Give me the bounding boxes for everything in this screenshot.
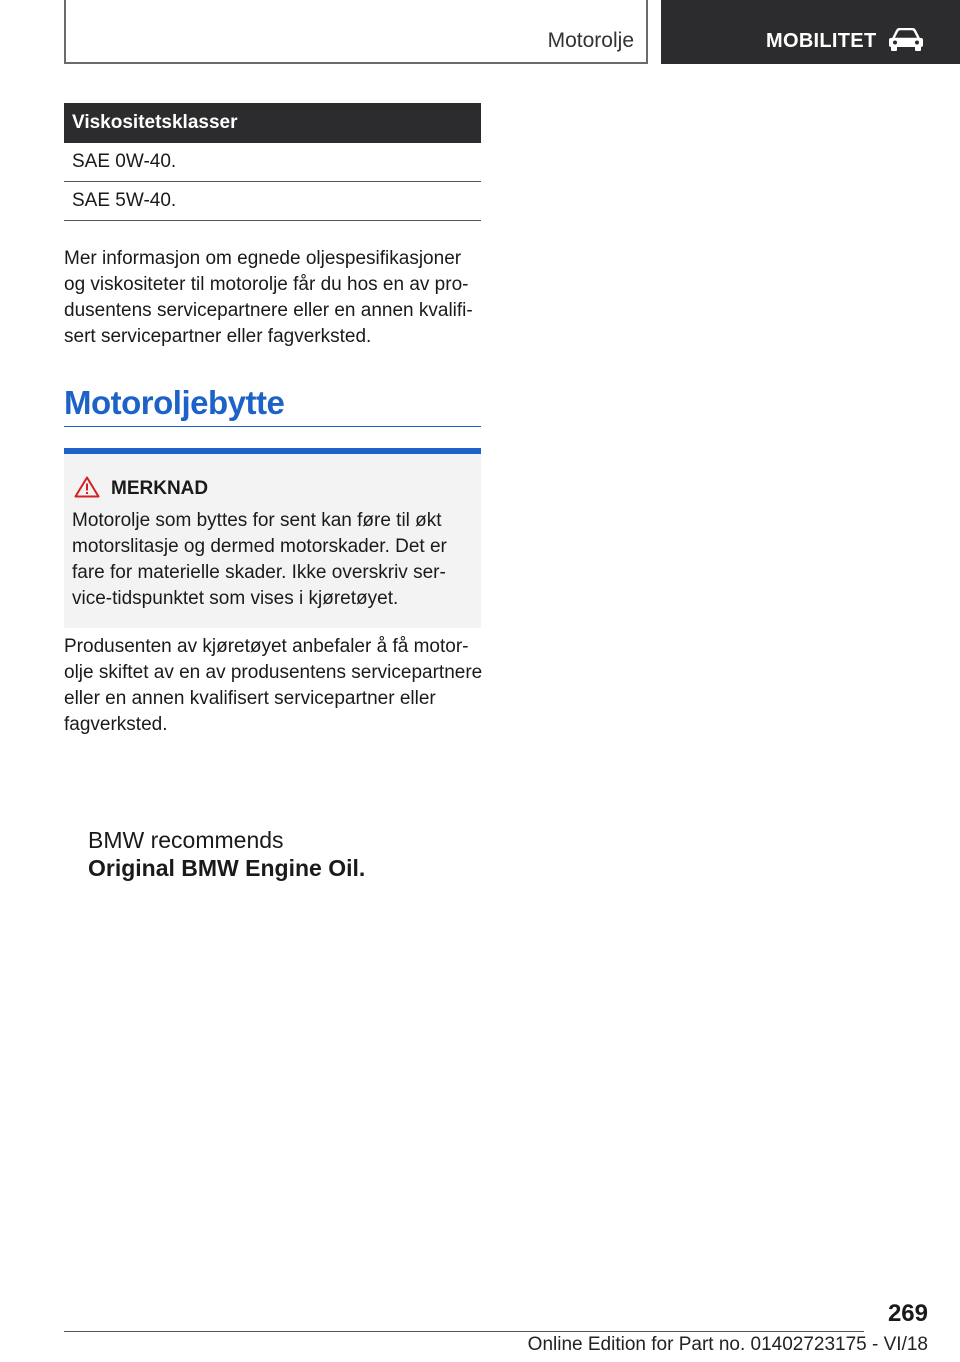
footer-edition: Online Edition for Part no. 01402723175 - VI/18 xyxy=(527,1334,928,1355)
header-section-box xyxy=(64,0,648,64)
table-row: SAE 0W-40. xyxy=(64,143,481,182)
promo-line-2: Original BMW Engine Oil. xyxy=(88,855,366,881)
car-icon xyxy=(887,28,925,52)
header-chapter-box xyxy=(661,0,960,64)
header-chapter-title: MOBILITET xyxy=(766,30,877,52)
viscosity-table xyxy=(64,103,481,221)
info-paragraph: Mer informasjon om egnede oljespesifikasjoner og viskositeter til motorolje får du hos en av produsentens servicepartnere eller en annen kvalifisert servicepartner eller fagverksted. xyxy=(64,248,473,347)
promo-line-1: BMW recommends xyxy=(88,827,284,853)
header-section-title: Motorolje xyxy=(547,29,634,52)
page-number: 269 xyxy=(887,1300,928,1327)
notice-text: Motorolje som byttes for sent kan føre til økt motorslitasje og dermed motorskader. Det er fare for materielle skader. Ikke overskriv service-tidspunktet som vises i kjøretøyet. xyxy=(72,510,447,609)
viscosity-table-heading: Viskositetsklasser xyxy=(64,103,481,143)
warning-triangle-icon xyxy=(74,476,100,498)
footer-rule xyxy=(64,1331,864,1332)
section-title: Motoroljebytte xyxy=(64,384,285,421)
table-row: SAE 5W-40. xyxy=(64,182,481,221)
bmw-oil-promo xyxy=(88,826,365,882)
notice-accent-bar xyxy=(64,448,481,454)
recommendation-paragraph: Produsenten av kjøretøyet anbefaler å få motorolje skiftet av en av produsentens servicepartnere eller en annen kvalifisert servicepartner eller fagverksted. xyxy=(64,636,483,735)
section-title-rule xyxy=(64,426,481,427)
notice-box xyxy=(64,448,481,628)
notice-title: MERKNAD xyxy=(111,478,209,499)
